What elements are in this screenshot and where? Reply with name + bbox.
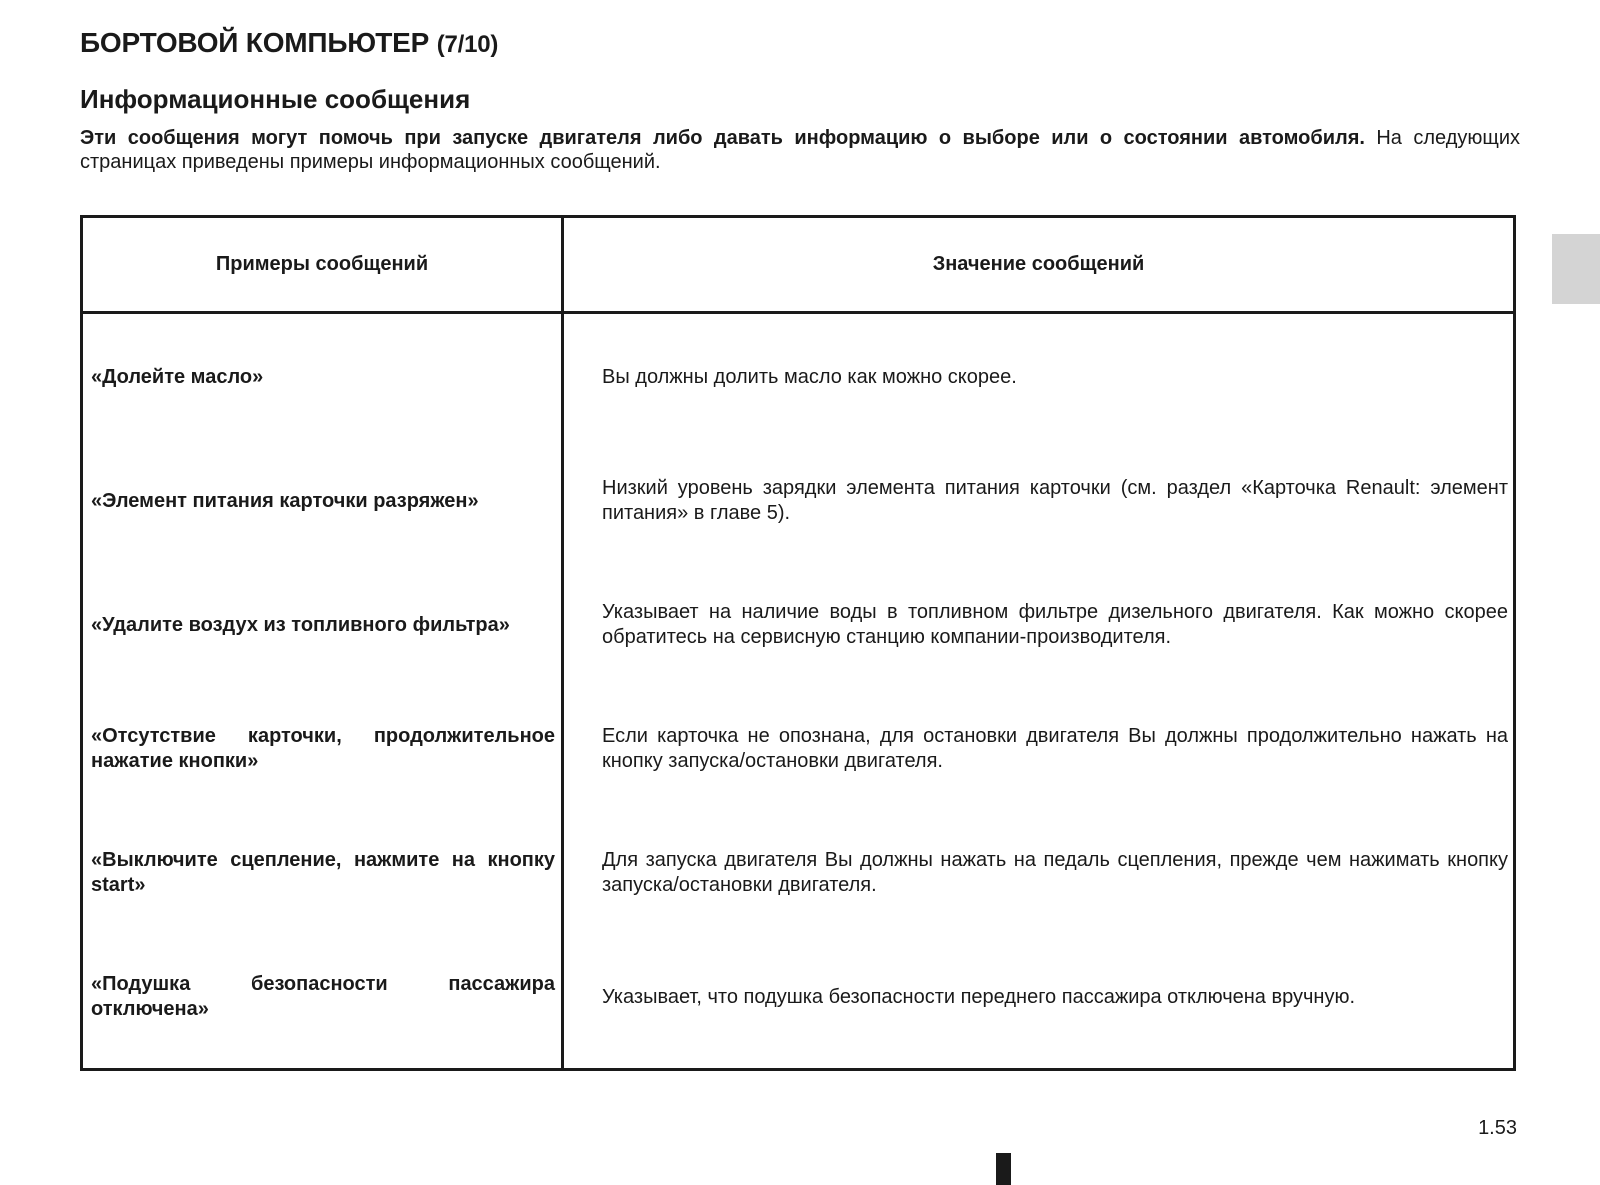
message-text: «Подушка безопасности пассажира отключена» [91,973,555,1020]
table-row [83,810,1513,936]
meaning-cell [602,438,1508,564]
crop-mark [996,1153,1011,1185]
meaning-text: Вы должны долить масло как можно скорее. [602,365,1017,388]
intro-normal-text: На следующих страницах приведены примеры информационных сообщений. [80,127,1520,173]
meaning-text: Низкий уровень зарядки элемента питания карточки (см. раздел «Карточка Renault: элемент питания» в главе 5). [602,477,1508,524]
table-row [83,686,1513,812]
message-cell [91,438,555,564]
page-title-text: БОРТОВОЙ КОМПЬЮТЕР [80,27,430,58]
meaning-cell [602,686,1508,812]
message-cell [91,686,555,812]
message-text: «Элемент питания карточки разряжен» [91,489,479,512]
message-cell [91,934,555,1060]
meaning-cell [602,562,1508,688]
intro-paragraph [80,126,1520,174]
table-row [83,438,1513,564]
intro-bold-text: Эти сообщения могут помочь при запуске двигателя либо давать информацию о выборе или о состоянии автомобиля. [80,127,1365,149]
message-cell [91,810,555,936]
message-text: «Долейте масло» [91,365,264,388]
meaning-cell [602,810,1508,936]
message-cell [91,314,555,440]
table-row [83,314,1513,440]
meaning-text: Для запуска двигателя Вы должны нажать на педаль сцепления, прежде чем нажимать кнопку запуска/остановки двигателя. [602,849,1508,896]
message-text: «Удалите воздух из топливного фильтра» [91,613,510,636]
page-title [80,27,498,59]
page-counter: (7/10) [436,31,499,58]
chapter-tab-marker [1552,234,1600,304]
meaning-cell [602,934,1508,1060]
column-header-meaning: Значение сообщений [932,253,1145,275]
meaning-text: Указывает на наличие воды в топливном фильтре дизельного двигателя. Как можно скорее обратитесь на сервисную станцию компании-производителя. [602,601,1508,648]
section-title: Информационные сообщения [80,84,471,114]
page-number: 1.53 [1478,1117,1517,1139]
meaning-text: Указывает, что подушка безопасности переднего пассажира отключена вручную. [602,985,1356,1008]
message-text: «Отсутствие карточки, продолжительное нажатие кнопки» [91,725,555,772]
column-header-examples: Примеры сообщений [215,253,429,275]
table-row [83,934,1513,1060]
message-cell [91,562,555,688]
table-row [83,562,1513,688]
message-text: «Выключите сцепление, нажмите на кнопку start» [91,849,555,896]
meaning-text: Если карточка не опознана, для остановки двигателя Вы должны продолжительно нажать на кнопку запуска/остановки двигателя. [602,725,1508,772]
meaning-cell [602,314,1508,440]
messages-table [80,215,1516,1071]
